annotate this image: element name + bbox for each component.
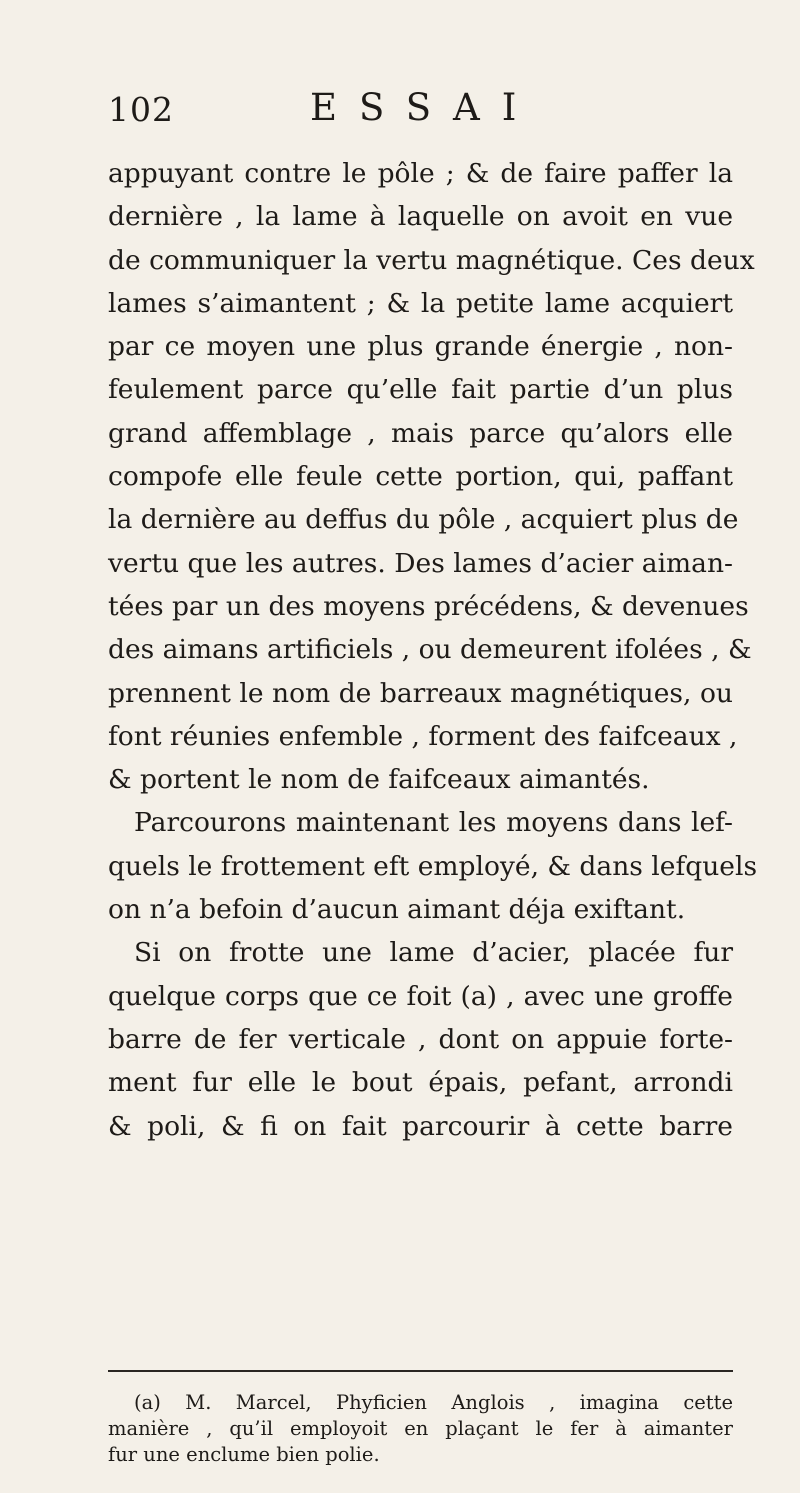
footnote-line: fur une enclume bien polie.: [108, 1443, 380, 1466]
text-line: grand affemblage , mais parce qu’alors elle: [108, 417, 733, 449]
footnote-divider: [108, 1370, 733, 1372]
text-line: quelque corps que ce foit (a) , avec une groffe: [108, 980, 733, 1012]
running-head: [108, 86, 728, 136]
text-line: barre de fer verticale , dont on appuie forte-: [108, 1023, 733, 1055]
running-title: ESSAI: [310, 86, 539, 129]
text-line: prennent le nom de barreaux magnétiques, ou: [108, 677, 733, 709]
page-number: 102: [108, 90, 174, 129]
text-line: appuyant contre le pôle ; & de faire paffer la: [108, 158, 733, 189]
body-text: [108, 152, 758, 1148]
text-line: par ce moyen une plus grande énergie , non-: [108, 331, 733, 363]
footnote: [108, 1390, 733, 1468]
text-line: feulement parce qu’elle fait partie d’un plus: [108, 374, 733, 406]
text-line: Si on frotte une lame d’acier, placée fur: [134, 937, 733, 969]
footnote-line: manière , qu’il employoit en plaçant le fer à aimanter: [108, 1417, 733, 1440]
text-line: dernière , la lame à laquelle on avoit en vue: [108, 201, 733, 233]
text-line: quels le frottement eft employé, & dans lefquels: [108, 850, 758, 882]
text-line: ment fur elle le bout épais, pefant, arrondi: [108, 1067, 733, 1099]
text-line: compofe elle feule cette portion, qui, paffant: [108, 461, 733, 493]
text-line: on n’a befoin d’aucun aimant déja exiftant.: [108, 894, 686, 926]
text-line: lames s’aimantent ; & la petite lame acquiert: [108, 287, 733, 319]
text-line: tées par un des moyens précédens, & devenues: [108, 590, 749, 622]
text-line: Parcourons maintenant les moyens dans lef-: [134, 807, 733, 839]
text-line: & poli, & fi on fait parcourir à cette barre: [108, 1110, 733, 1142]
text-line: & portent le nom de faifceaux aimantés.: [108, 764, 650, 796]
text-line: la dernière au deffus du pôle , acquiert plus de: [108, 504, 739, 536]
footnote-line: (a) M. Marcel, Phyficien Anglois , imagina cette: [134, 1391, 733, 1414]
text-line: vertu que les autres. Des lames d’acier aiman-: [108, 547, 733, 579]
text-line: des aimans artificiels , ou demeurent ifolées , &: [108, 634, 752, 666]
text-line: font réunies enfemble , forment des faifceaux ,: [108, 720, 738, 752]
text-line: de communiquer la vertu magnétique. Ces deux: [108, 244, 755, 276]
